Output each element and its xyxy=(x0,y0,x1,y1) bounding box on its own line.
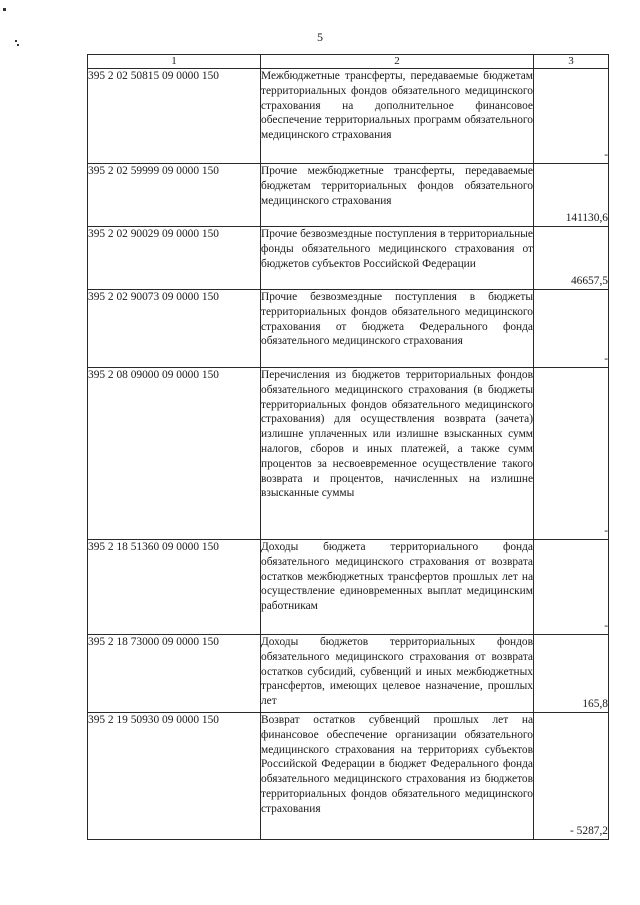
table-row xyxy=(88,164,609,227)
table-row xyxy=(88,635,609,713)
description-cell: Перечисления из бюджетов территориальных фондов обязательного медицинского страхования (в бюджеты территориальных фондов обязательного медицинского страхования) для осуществления возврата (зачета) излишне уплаченных или излишне взысканных сумм налогов, сборов и иных платежей, а также сумм процентов за несвоевременное осуществление такого возврата и процентов, начисленных на излишне взысканные суммы xyxy=(261,368,534,540)
scan-mark xyxy=(15,40,17,42)
amount-cell: - 5287,2 xyxy=(534,713,609,840)
description-cell: Доходы бюджета территориального фонда обязательного медицинского страхования от возврата остатков межбюджетных трансфертов прошлых лет на осуществление единовременных выплат медицинским работникам xyxy=(261,540,534,635)
table-row xyxy=(88,290,609,368)
description-cell: Прочие безвозмездные поступления в бюджеты территориальных фондов обязательного медицинского страхования от бюджета Федерального фонда обязательного медицинского страхования xyxy=(261,290,534,368)
budget-revenue-table xyxy=(87,54,609,840)
budget-code-cell: 395 2 02 50815 09 0000 150 xyxy=(88,69,261,164)
page-number: 5 xyxy=(317,30,323,44)
description-cell: Доходы бюджетов территориальных фондов обязательного медицинского страхования от возврата остатков субсидий, субвенций и иных межбюджетных трансфертов, имеющих целевое назначение, прошлых лет xyxy=(261,635,534,713)
budget-code-cell: 395 2 02 90073 09 0000 150 xyxy=(88,290,261,368)
amount-cell: - xyxy=(534,368,609,540)
table-header-row xyxy=(88,55,609,69)
table-row xyxy=(88,69,609,164)
budget-code-cell: 395 2 08 09000 09 0000 150 xyxy=(88,368,261,540)
table-row xyxy=(88,227,609,290)
budget-code-cell: 395 2 02 90029 09 0000 150 xyxy=(88,227,261,290)
table-row xyxy=(88,540,609,635)
table-row xyxy=(88,713,609,840)
amount-cell: - xyxy=(534,290,609,368)
amount-cell: 46657,5 xyxy=(534,227,609,290)
budget-code-cell: 395 2 02 59999 09 0000 150 xyxy=(88,164,261,227)
description-cell: Межбюджетные трансферты, передаваемые бюджетам территориальных фондов обязательного медицинского страхования на дополнительное финансовое обеспечение территориальных программ обязательного медицинского страхования xyxy=(261,69,534,164)
budget-code-cell: 395 2 19 50930 09 0000 150 xyxy=(88,713,261,840)
amount-cell: - xyxy=(534,540,609,635)
amount-cell: 165,8 xyxy=(534,635,609,713)
description-cell: Прочие безвозмездные поступления в территориальные фонды обязательного медицинского страхования от бюджетов субъектов Российской Федерации xyxy=(261,227,534,290)
budget-code-cell: 395 2 18 73000 09 0000 150 xyxy=(88,635,261,713)
table-row xyxy=(88,368,609,540)
scan-mark xyxy=(3,8,6,11)
amount-cell: - xyxy=(534,69,609,164)
column-header-description: 2 xyxy=(261,55,534,69)
amount-cell: 141130,6 xyxy=(534,164,609,227)
description-cell: Прочие межбюджетные трансферты, передаваемые бюджетам территориальных фондов обязательного медицинского страхования xyxy=(261,164,534,227)
description-cell: Возврат остатков субвенций прошлых лет на финансовое обеспечение организации обязательного медицинского страхования на территориях субъектов Российской Федерации в бюджет Федерального фонда обязательного медицинского страхования из бюджетов территориальных фондов обязательного медицинского страхования xyxy=(261,713,534,840)
scan-mark xyxy=(17,44,19,46)
column-header-amount: 3 xyxy=(534,55,609,69)
column-header-code: 1 xyxy=(88,55,261,69)
budget-code-cell: 395 2 18 51360 09 0000 150 xyxy=(88,540,261,635)
